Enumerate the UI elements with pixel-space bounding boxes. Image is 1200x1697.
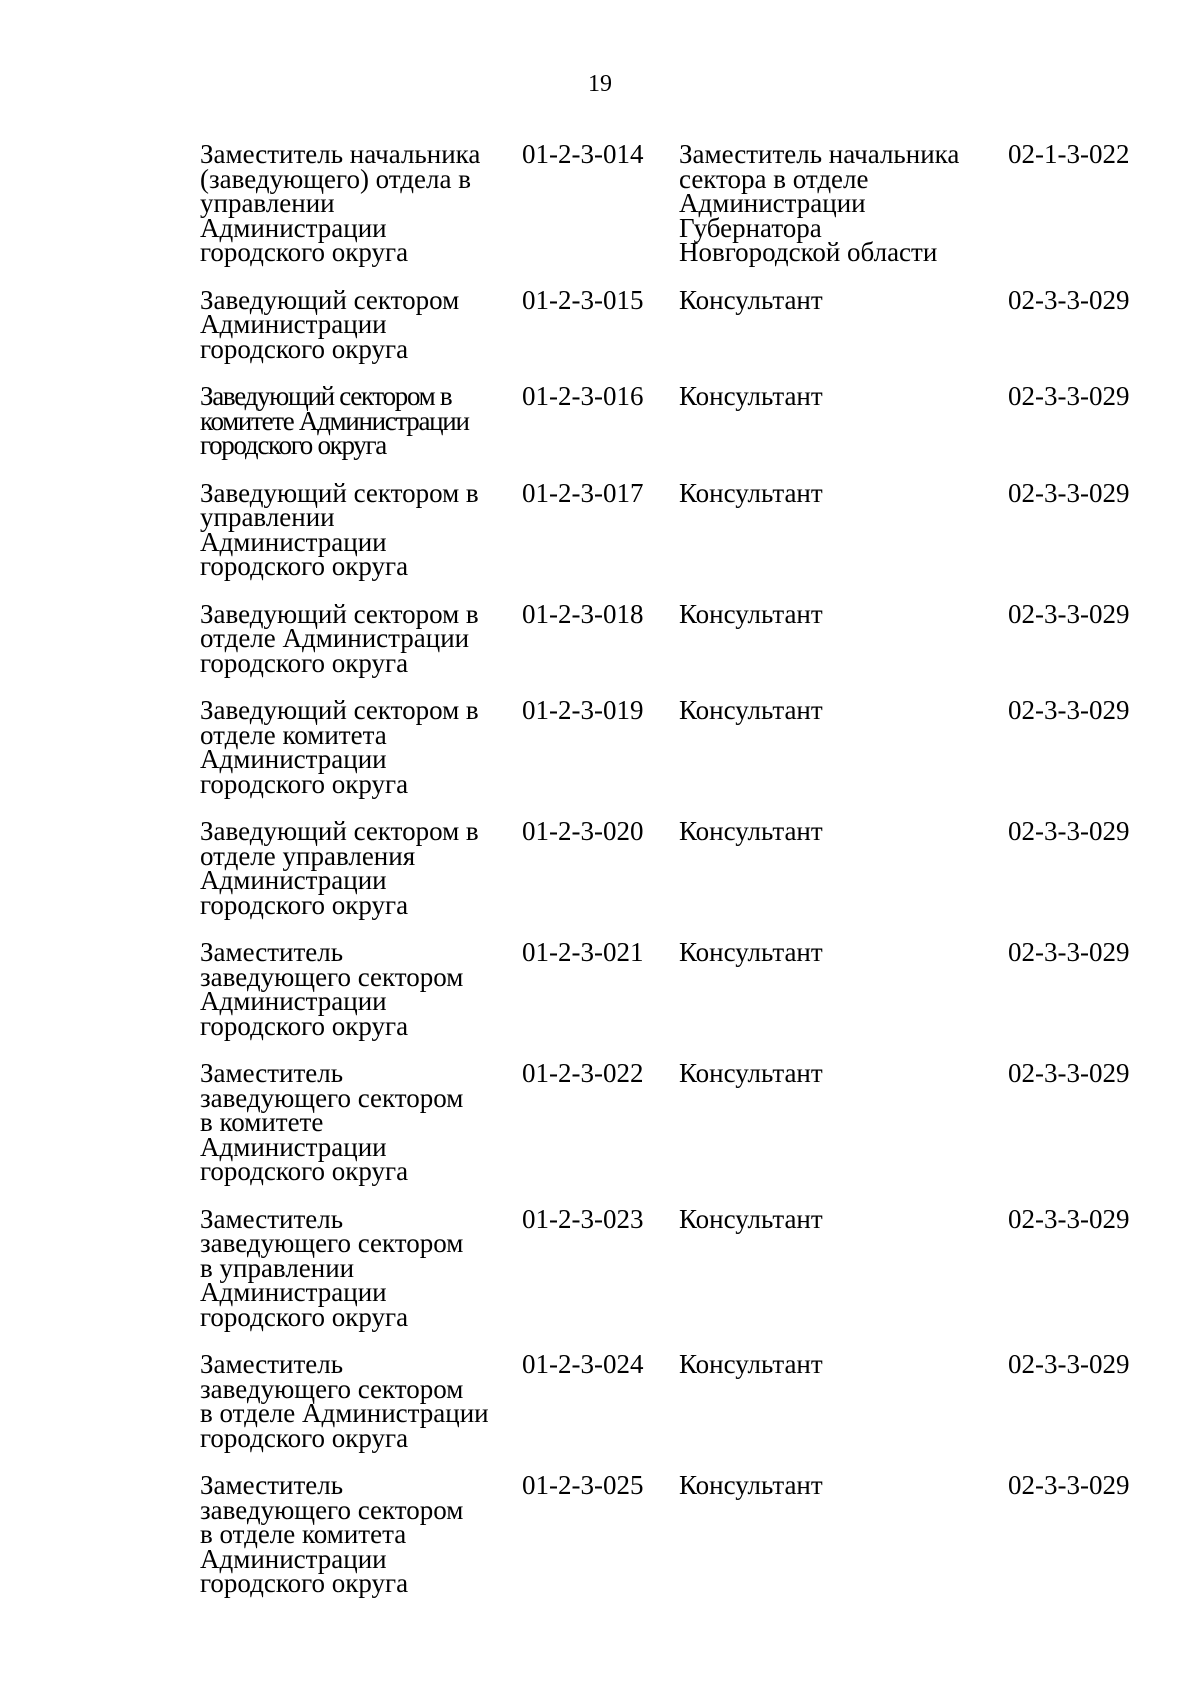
- state-position-title: Заместитель начальника сектора в отделе Администрации Губернатора Новгородской области: [679, 139, 960, 267]
- table-row: [200, 481, 1158, 602]
- municipal-position-code: 01-2-3-023: [522, 1203, 644, 1234]
- state-position-code: 02-3-3-029: [1008, 284, 1130, 315]
- state-position-code: 02-3-3-029: [1008, 816, 1130, 846]
- state-position-title: Консультант: [679, 598, 823, 629]
- table-row: [200, 142, 1158, 288]
- state-position-title: Консультант: [679, 1349, 823, 1379]
- municipal-position-title: Заведующий сектором в комитете Администрации городского округа: [200, 381, 469, 460]
- table-row: [200, 602, 1158, 699]
- state-position-code: 02-3-3-029: [1008, 1203, 1130, 1234]
- municipal-position-title: Заведующий сектором в управлении Администрации городского округа: [200, 477, 479, 581]
- table-row: [200, 819, 1158, 940]
- state-position-code: 02-3-3-029: [1008, 598, 1130, 629]
- state-position-title: Консультант: [679, 284, 823, 315]
- municipal-position-title: Заместитель заведующего сектором в управлении Администрации городского округа: [200, 1203, 464, 1332]
- state-position-code: 02-3-3-029: [1008, 381, 1130, 411]
- municipal-position-code: 01-2-3-020: [522, 816, 644, 846]
- municipal-position-code: 01-2-3-015: [522, 284, 644, 315]
- municipal-position-code: 01-2-3-017: [522, 477, 644, 508]
- state-position-code: 02-3-3-029: [1008, 477, 1130, 508]
- state-position-code: 02-3-3-029: [1008, 1058, 1130, 1088]
- position-correspondence-table: [200, 139, 1158, 1619]
- municipal-position-code: 01-2-3-024: [522, 1349, 644, 1379]
- municipal-position-code: 01-2-3-018: [522, 598, 644, 629]
- state-position-title: Консультант: [679, 1203, 823, 1234]
- municipal-position-code: 01-2-3-019: [522, 695, 644, 725]
- municipal-position-title: Заместитель начальника (заведующего) отдела в управлении Администрации городского округа: [200, 139, 481, 267]
- state-position-title: Консультант: [679, 816, 823, 846]
- state-position-title: Консультант: [679, 695, 823, 725]
- municipal-position-title: Заведующий сектором в отделе Администрации городского округа: [200, 598, 479, 678]
- municipal-position-title: Заведующий сектором в отделе управления Администрации городского округа: [200, 816, 479, 920]
- municipal-position-code: 01-2-3-014: [522, 139, 644, 169]
- table-row: [200, 1207, 1158, 1353]
- page-number: 19: [588, 71, 612, 97]
- municipal-position-title: Заведующий сектором в отделе комитета Администрации городского округа: [200, 695, 479, 799]
- state-position-code: 02-3-3-029: [1008, 1470, 1130, 1500]
- municipal-position-title: Заведующий сектором Администрации городского округа: [200, 284, 460, 364]
- table-row: [200, 1061, 1158, 1207]
- state-position-code: 02-3-3-029: [1008, 937, 1130, 967]
- state-position-title: Консультант: [679, 477, 823, 508]
- municipal-position-title: Заместитель заведующего сектором в комитете Администрации городского округа: [200, 1058, 464, 1186]
- table-row: [200, 698, 1158, 819]
- municipal-position-code: 01-2-3-016: [522, 381, 644, 411]
- state-position-code: 02-3-3-029: [1008, 695, 1130, 725]
- municipal-position-title: Заместитель заведующего сектором в отделе комитета Администрации городского округа: [200, 1470, 464, 1598]
- state-position-title: Консультант: [679, 1470, 823, 1500]
- state-position-code: 02-1-3-022: [1008, 139, 1130, 169]
- table-row: [200, 940, 1158, 1061]
- state-position-title: Консультант: [679, 1058, 823, 1088]
- state-position-title: Консультант: [679, 381, 823, 411]
- table-row: [200, 1473, 1158, 1619]
- table-row: [200, 1352, 1158, 1473]
- table-row: [200, 288, 1158, 385]
- municipal-position-code: 01-2-3-021: [522, 937, 644, 967]
- municipal-position-code: 01-2-3-025: [522, 1470, 644, 1500]
- municipal-position-title: Заместитель заведующего сектором Администрации городского округа: [200, 937, 464, 1041]
- municipal-position-code: 01-2-3-022: [522, 1058, 644, 1088]
- table-row: [200, 384, 1158, 481]
- state-position-code: 02-3-3-029: [1008, 1349, 1130, 1379]
- municipal-position-title: Заместитель заведующего сектором в отделе Администрации городского округа: [200, 1349, 489, 1453]
- state-position-title: Консультант: [679, 937, 823, 967]
